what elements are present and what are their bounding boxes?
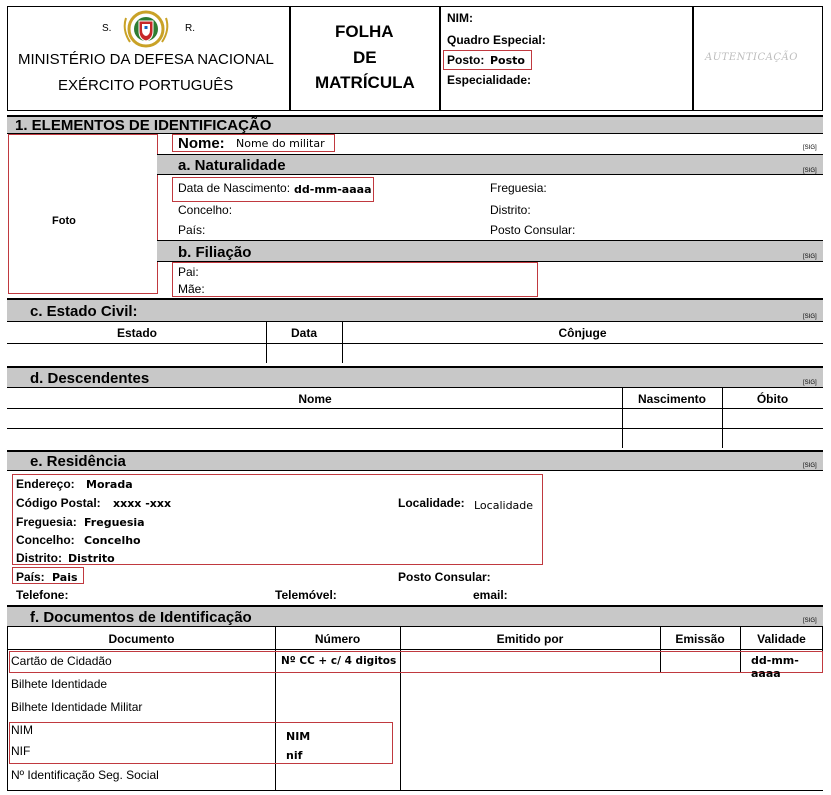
folha-title: FOLHA <box>335 22 394 41</box>
distrito-label: Distrito: <box>490 203 531 217</box>
section-1-title: 1. ELEMENTOS DE IDENTIFICAÇÃO <box>15 117 272 134</box>
codigo-postal-value[interactable]: xxxx -xxx <box>113 497 172 510</box>
posto-label: Posto: <box>447 53 485 67</box>
ministry-name: MINISTÉRIO DA DEFESA NACIONAL <box>18 51 274 68</box>
col-emitido-por: Emitido por <box>496 632 564 646</box>
photo-label: Foto <box>52 215 76 227</box>
quadro-especial-label: Quadro Especial: <box>447 33 546 47</box>
endereco-value[interactable]: Morada <box>86 478 133 491</box>
nome-value[interactable]: Nome do militar <box>236 137 325 150</box>
doc-validade[interactable]: dd-mm-aaaa <box>751 654 799 680</box>
section-e-title: e. Residência <box>30 453 126 470</box>
section-f-title: f. Documentos de Identificação <box>30 609 252 626</box>
telemovel-label: Telemóvel: <box>275 588 337 602</box>
army-name: EXÉRCITO PORTUGUÊS <box>58 77 234 94</box>
concelho-res-value[interactable]: Concelho <box>84 534 141 547</box>
sig-a: [SIG] <box>803 168 817 174</box>
de-title: DE <box>353 48 377 67</box>
section-a-title: a. Naturalidade <box>178 157 286 174</box>
pais-res-label: País: <box>16 570 45 584</box>
concelho-label: Concelho: <box>178 203 233 217</box>
nome-label: Nome: <box>178 135 225 152</box>
concelho-res-label: Concelho: <box>16 533 75 547</box>
doc-row[interactable] <box>8 651 823 680</box>
doc-name: NIM <box>11 723 33 737</box>
doc-name: Bilhete Identidade Militar <box>11 700 143 714</box>
filiacao-highlight <box>172 262 538 297</box>
doc-row[interactable] <box>8 674 823 696</box>
descendente-row[interactable] <box>7 409 823 428</box>
section-c-title: c. Estado Civil: <box>30 303 138 320</box>
sig-b: [SIG] <box>803 254 817 260</box>
col-validade: Validade <box>757 632 806 646</box>
doc-numero[interactable]: NIM <box>286 730 311 743</box>
localidade-label: Localidade: <box>398 496 465 510</box>
col-nascimento: Nascimento <box>637 392 707 406</box>
section-d-title: d. Descendentes <box>30 370 150 387</box>
data-nascimento-label: Data de Nascimento: <box>178 181 291 195</box>
doc-name: NIF <box>11 744 31 758</box>
doc-row[interactable] <box>8 765 823 787</box>
sig-nome: [SIG] <box>803 145 817 151</box>
coat-of-arms-icon <box>120 8 172 50</box>
col-obito: Óbito <box>756 392 789 406</box>
endereco-label: Endereço: <box>16 477 75 491</box>
photo-box[interactable] <box>8 134 158 294</box>
distrito-res-label: Distrito: <box>16 551 62 565</box>
col-estado: Estado <box>116 326 157 340</box>
posto-consular-res-label: Posto Consular: <box>398 570 491 584</box>
localidade-value[interactable]: Localidade <box>474 499 534 512</box>
matricula-title: MATRÍCULA <box>315 73 415 92</box>
descendente-row[interactable] <box>7 429 823 448</box>
pais-res-value[interactable]: Pais <box>52 571 78 584</box>
section-b-bar <box>157 240 823 262</box>
freguesia-res-value[interactable]: Freguesia <box>84 516 145 529</box>
distrito-res-value[interactable]: Distrito <box>68 552 115 565</box>
col-data: Data <box>290 326 317 340</box>
posto-value[interactable]: Posto <box>490 54 525 67</box>
especialidade-label: Especialidade: <box>447 73 532 87</box>
doc-name: Bilhete Identidade <box>11 677 108 691</box>
header-s-letter: S. <box>102 23 112 34</box>
sig-e: [SIG] <box>803 463 817 469</box>
estado-civil-row[interactable] <box>7 344 823 363</box>
doc-name: Nº Identificação Seg. Social <box>11 768 159 782</box>
doc-numero[interactable]: nif <box>286 749 303 762</box>
header-r-letter: R. <box>185 23 195 34</box>
col-documento: Documento <box>108 632 175 646</box>
col-numero: Número <box>314 632 361 646</box>
col-conjuge: Cônjuge <box>558 326 607 340</box>
sig-d: [SIG] <box>803 380 817 386</box>
email-label: email: <box>473 588 508 602</box>
autenticacao-watermark: AUTENTICAÇÃO <box>705 52 798 63</box>
pais-label: País: <box>178 223 206 237</box>
section-e-bar <box>7 450 823 471</box>
col-nome: Nome <box>298 392 332 406</box>
doc-name: Cartão de Cidadão <box>11 654 112 668</box>
codigo-postal-label: Código Postal: <box>16 496 101 510</box>
posto-consular-label: Posto Consular: <box>490 223 576 237</box>
doc-row[interactable] <box>8 743 823 765</box>
sig-f: [SIG] <box>803 618 817 624</box>
nim-label: NIM: <box>447 11 473 25</box>
doc-row[interactable] <box>8 720 823 742</box>
freguesia-label: Freguesia: <box>490 181 547 195</box>
col-emissao: Emissão <box>675 632 725 646</box>
telefone-label: Telefone: <box>16 588 69 602</box>
data-nascimento-value[interactable]: dd-mm-aaaa <box>294 183 372 196</box>
freguesia-res-label: Freguesia: <box>16 515 77 529</box>
pai-label: Pai: <box>178 265 199 279</box>
section-b-title: b. Filiação <box>178 244 252 261</box>
mae-label: Mãe: <box>178 282 205 296</box>
doc-row[interactable] <box>8 697 823 719</box>
sig-c: [SIG] <box>803 314 817 320</box>
doc-numero[interactable]: Nº CC + c/ 4 digitos <box>281 655 397 667</box>
